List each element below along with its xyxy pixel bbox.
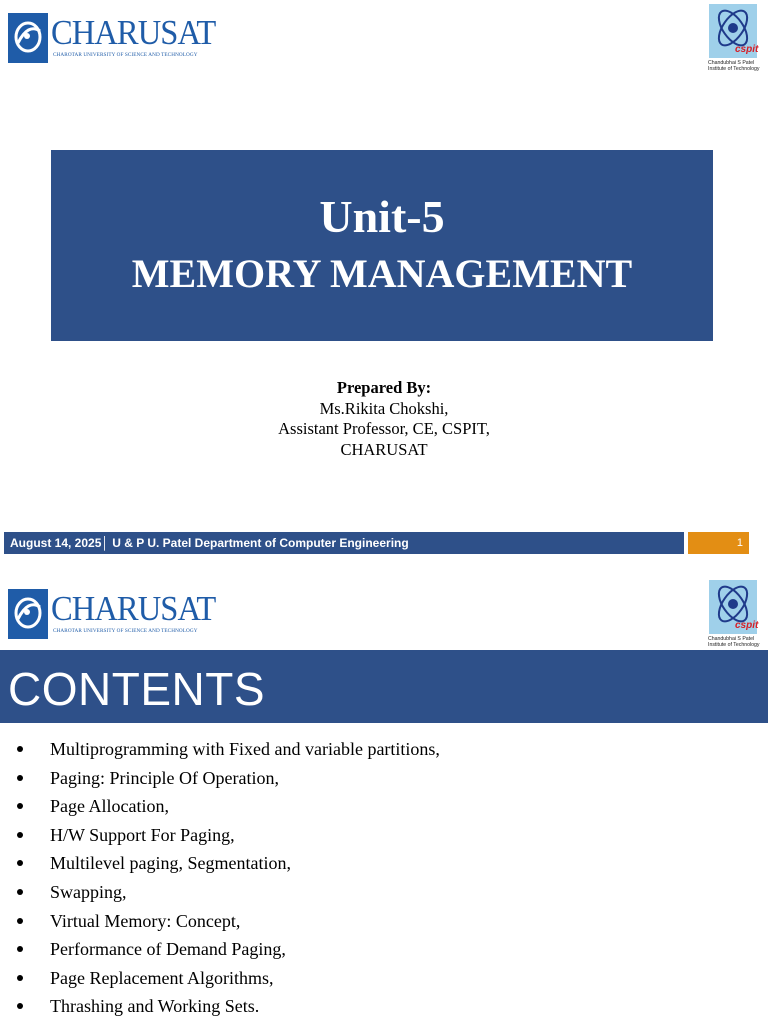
cspit-caption-line1: Chandubhai S Patel <box>708 636 755 642</box>
charusat-logo <box>8 588 216 642</box>
contents-slide <box>0 576 768 1024</box>
charusat-emblem-icon <box>8 13 48 63</box>
charusat-subtitle: CHAROTAR UNIVERSITY OF SCIENCE AND TECHNOLOGY <box>53 52 198 58</box>
list-item-text: Thrashing and Working Sets. <box>50 996 260 1017</box>
bullet-icon <box>17 775 23 781</box>
cspit-emblem-icon <box>709 580 757 634</box>
charusat-subtitle: CHAROTAR UNIVERSITY OF SCIENCE AND TECHNOLOGY <box>53 628 198 634</box>
list-item-text: Page Replacement Algorithms, <box>50 967 274 988</box>
list-item-text: H/W Support For Paging, <box>50 824 235 845</box>
list-item <box>0 967 440 996</box>
unit-title: Unit-5 <box>319 191 445 242</box>
charusat-emblem-icon <box>8 589 48 639</box>
list-item <box>0 852 440 881</box>
list-item <box>0 767 440 796</box>
bullet-icon <box>17 1003 23 1009</box>
author-institution: CHARUSAT <box>340 439 428 459</box>
list-item <box>0 738 440 767</box>
list-item-text: Virtual Memory: Concept, <box>50 910 241 931</box>
bullet-icon <box>17 832 23 838</box>
list-item-text: Page Allocation, <box>50 796 169 817</box>
contents-list <box>0 738 440 1024</box>
cspit-caption-line2: Institute of Technology <box>708 642 760 648</box>
cspit-logo <box>706 578 766 650</box>
list-item <box>0 995 440 1024</box>
prepared-by-block <box>0 378 768 460</box>
bullet-icon <box>17 860 23 866</box>
bullet-icon <box>17 918 23 924</box>
author-designation: Assistant Professor, CE, CSPIT, <box>278 419 490 438</box>
charusat-wordmark: CHARUSAT <box>51 589 216 628</box>
list-item <box>0 795 440 824</box>
footer-bar: August 14, 2025│ U & P U. Patel Department of Computer Engineering <box>4 532 684 554</box>
list-item-text: Performance of Demand Paging, <box>50 939 286 960</box>
contents-header-bar <box>0 650 768 723</box>
bullet-icon <box>17 746 23 752</box>
cspit-caption-line1: Chandubhai S Patel <box>708 60 755 66</box>
list-item-text: Multiprogramming with Fixed and variable partitions, <box>50 739 440 759</box>
cspit-logo <box>706 2 766 74</box>
cspit-wordmark: cspit <box>735 44 759 55</box>
bullet-icon <box>17 946 23 952</box>
title-banner <box>51 150 713 341</box>
list-item <box>0 910 440 939</box>
list-item-text: Swapping, <box>50 881 127 902</box>
cspit-caption-line2: Institute of Technology <box>708 66 760 72</box>
charusat-logo <box>8 12 216 66</box>
unit-subtitle: MEMORY MANAGEMENT <box>131 251 633 296</box>
list-item <box>0 881 440 910</box>
list-item-text: Paging: Principle Of Operation, <box>50 767 279 788</box>
bullet-icon <box>17 975 23 981</box>
cspit-wordmark: cspit <box>735 620 759 631</box>
list-item <box>0 938 440 967</box>
cspit-emblem-icon <box>709 4 757 58</box>
prepared-by-label: Prepared By: <box>336 378 432 397</box>
author-name: Ms.Rikita Chokshi, <box>319 398 449 418</box>
list-item <box>0 824 440 853</box>
bullet-icon <box>17 889 23 895</box>
charusat-wordmark: CHARUSAT <box>51 13 216 52</box>
contents-heading: CONTENTS <box>8 663 265 715</box>
list-item-text: Multilevel paging, Segmentation, <box>50 853 291 874</box>
page-number: 1 <box>688 532 749 554</box>
bullet-icon <box>17 803 23 809</box>
